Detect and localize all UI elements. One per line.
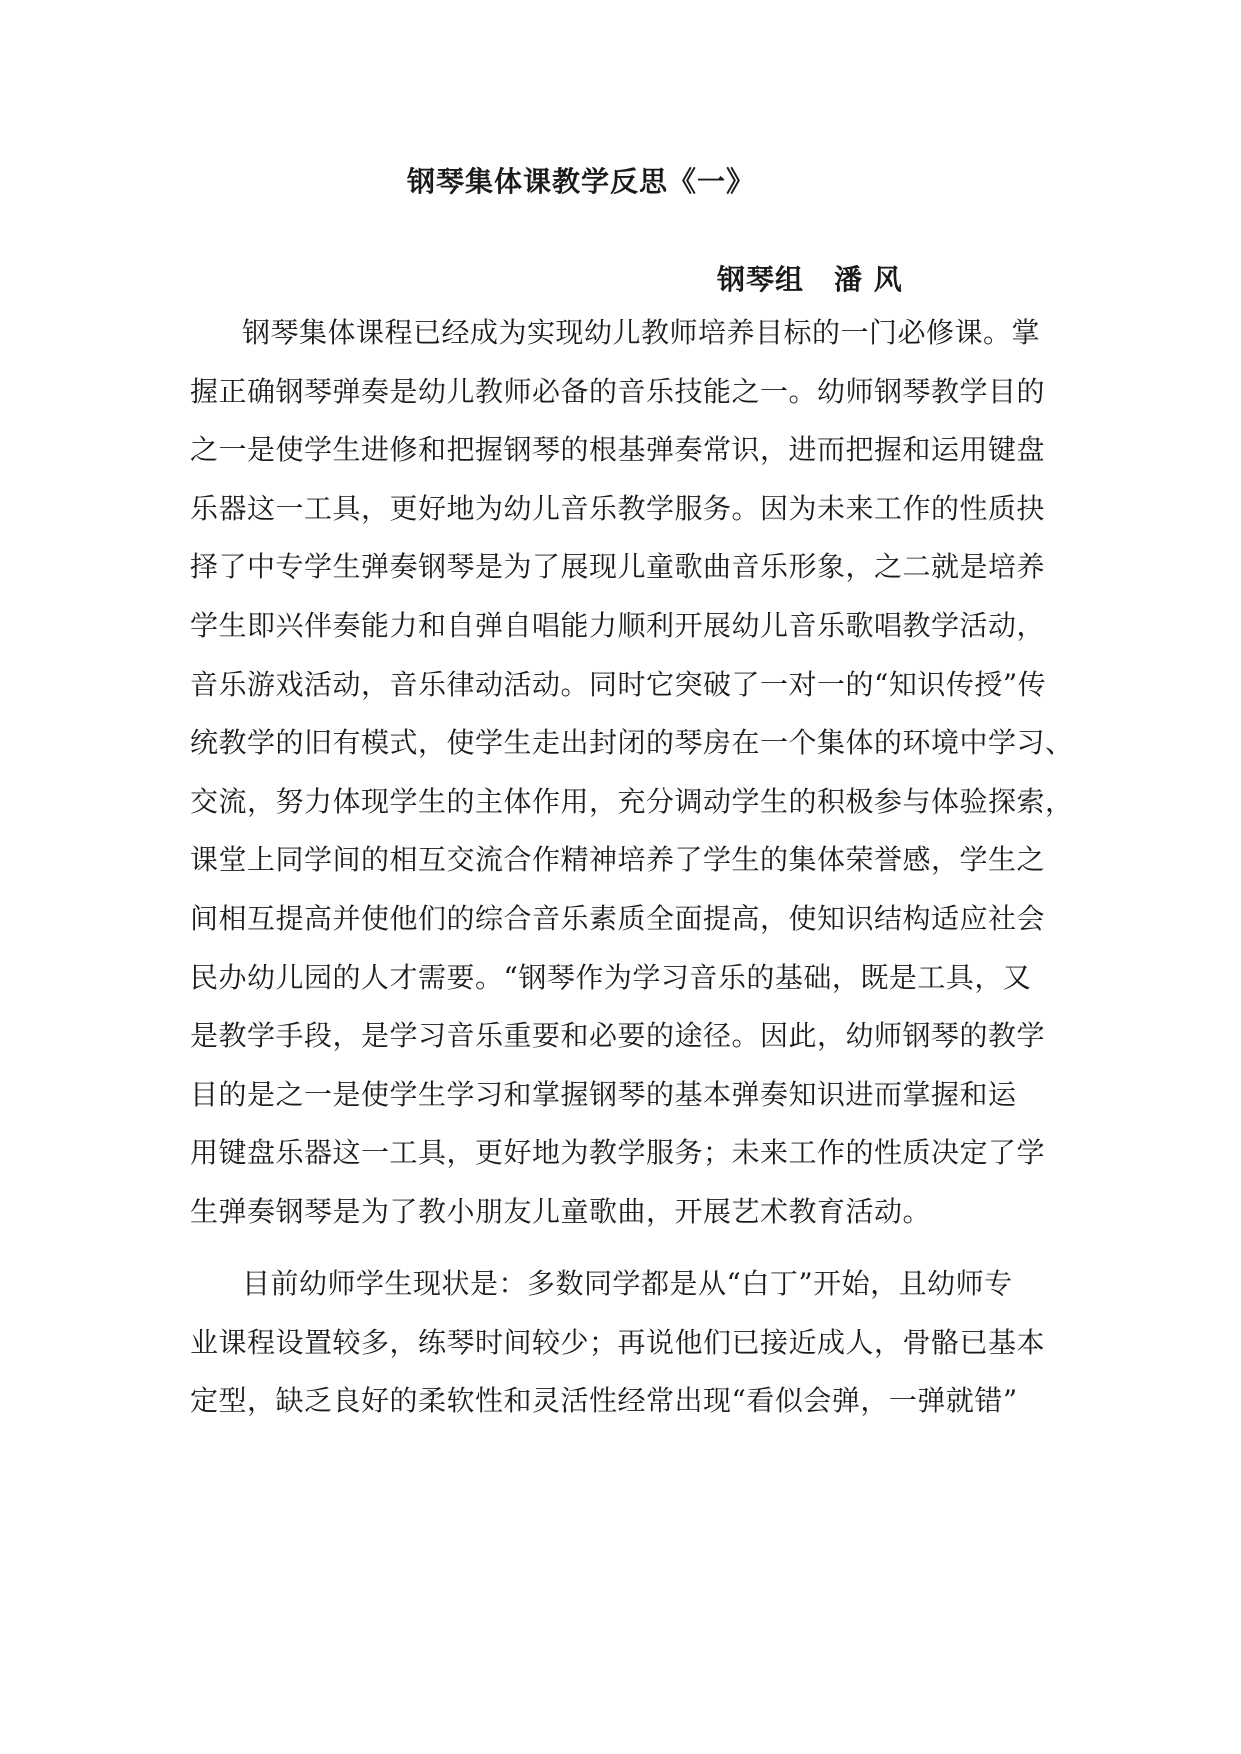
document-title: 钢琴集体课教学反思《一》 [407, 165, 756, 198]
author-line [717, 258, 903, 298]
paragraph-line: 统教学的旧有模式，使学生走出封闭的琴房在一个集体的环境中学习、 [190, 726, 1074, 760]
paragraph-line: 交流，努力体现学生的主体作用，充分调动学生的积极参与体验探索， [190, 784, 1074, 818]
author-group: 钢琴组 [717, 263, 805, 296]
paragraph-line: 择了中专学生弹奏钢琴是为了展现儿童歌曲音乐形象，之二就是培养 [190, 550, 1046, 584]
paragraph-line: 学生即兴伴奏能力和自弹自唱能力顺利开展幼儿音乐歌唱教学活动， [190, 609, 1046, 642]
paragraph-line: 定型，缺乏良好的柔软性和灵活性经常出现“看似会弹，一弹就错” [190, 1384, 1018, 1418]
paragraph-line: 用键盘乐器这一工具，更好地为教学服务；未来工作的性质决定了学 [190, 1136, 1046, 1170]
paragraph-line: 间相互提高并使他们的综合音乐素质全面提高，使知识结构适应社会 [190, 902, 1046, 935]
paragraph-line: 钢琴集体课程已经成为实现幼儿教师培养目标的一门必修课。掌 [242, 316, 1041, 349]
paragraph-line: 目的是之一是使学生学习和掌握钢琴的基本弹奏知识进而掌握和运 [190, 1077, 1017, 1111]
paragraph-line: 目前幼师学生现状是：多数同学都是从“白丁”开始，且幼师专 [242, 1267, 1013, 1300]
author-name: 潘 风 [834, 263, 903, 296]
paragraph-line: 是教学手段，是学习音乐重要和必要的途径。因此，幼师钢琴的教学 [190, 1019, 1046, 1053]
paragraph-line: 生弹奏钢琴是为了教小朋友儿童歌曲，开展艺术教育活动。 [190, 1195, 932, 1228]
paragraph-line: 音乐游戏活动，音乐律动活动。同时它突破了一对一的“知识传授”传 [190, 667, 1047, 701]
paragraph-line: 之一是使学生进修和把握钢琴的根基弹奏常识，进而把握和运用键盘 [190, 433, 1046, 467]
paragraph-line: 业课程设置较多，练琴时间较少；再说他们已接近成人，骨骼已基本 [190, 1325, 1046, 1359]
paragraph-line: 乐器这一工具，更好地为幼儿音乐教学服务。因为未来工作的性质抉 [190, 491, 1046, 525]
paragraph-line: 握正确钢琴弹奏是幼儿教师必备的音乐技能之一。幼师钢琴教学目的 [190, 374, 1046, 408]
paragraph-line: 民办幼儿园的人才需要。“钢琴作为学习音乐的基础，既是工具，又 [190, 960, 1032, 994]
paragraph-line: 课堂上同学间的相互交流合作精神培养了学生的集体荣誉感，学生之 [190, 843, 1046, 877]
